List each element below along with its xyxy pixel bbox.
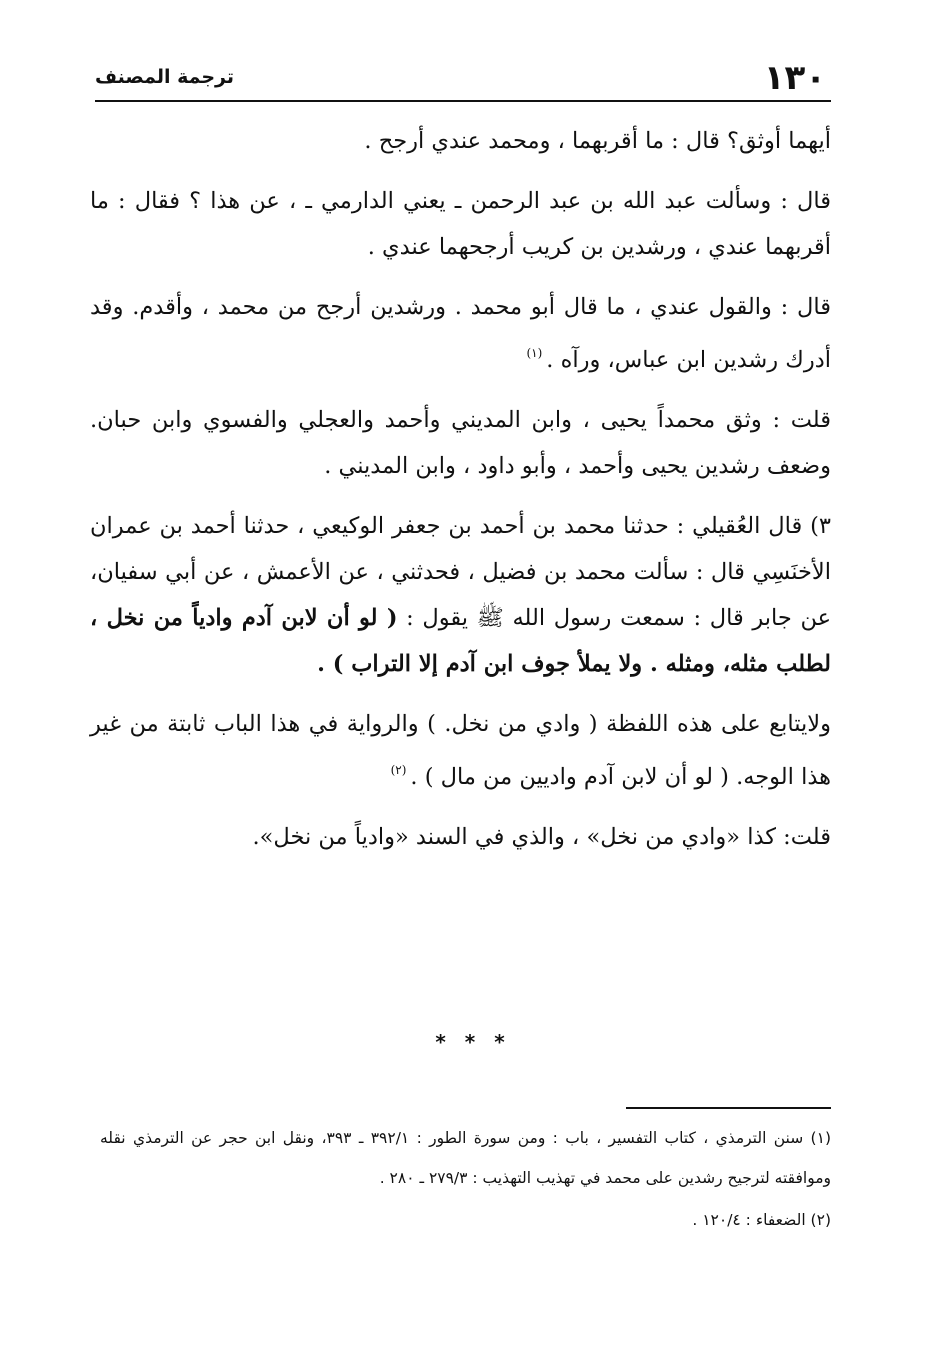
page-number: ١٣٠	[763, 58, 826, 98]
paragraph-3: قال : والقول عندي ، ما قال أبو محمد . ورشدين أرجح من محمد ، وأقدم. وقد أدرك رشدين ابن عباس، ورآه .$^{(١)}$	[90, 294, 831, 373]
section-separator: * * *	[435, 1030, 511, 1054]
footnote-ref-1: (١)	[526, 346, 543, 360]
paragraph-5: ٣) قال العُقيلي : حدثنا محمد بن أحمد بن جعفر الوكيعي ، حدثنا أحمد بن عمران الأخنَسِي قال : سألت محمد بن فضيل ، فحدثني ، عن الأعمش ، عن أبي سفيان، عن جابر قال : سمعت رسول الله ﷺ يقول : ( لو أن لابن آدم وادياً من نخل ، لطلب مثله، ومثله . ولا يملأ جوف ابن آدم إلا التراب ) .	[90, 513, 832, 677]
item-number: ٣)	[810, 513, 832, 539]
footnote-rule	[626, 1107, 831, 1109]
paragraph-4: قلت : وثق محمداً يحيى ، وابن المديني وأحمد والعجلي والفسوي وابن حبان. وضعف رشدين يحيى وأحمد ، وأبو داود ، وابن المديني .	[90, 407, 831, 479]
hadith-quote: ( لو أن لابن آدم وادياً من نخل ، لطلب مثله، ومثله . ولا يملأ جوف ابن آدم إلا التراب ) .	[90, 605, 831, 677]
footnote-1: (١) سنن الترمذي ، كتاب التفسير ، باب : ومن سورة الطور : ٣٩٢/١ ـ ٣٩٣، ونقل ابن حجر عن الترمذي نقله وموافقته لترجيح رشدين على محمد في تهذيب التهذيب : ٢٧٩/٣ ـ ٢٨٠ .	[100, 1129, 831, 1187]
footnote-2: (٢) الضعفاء : ١٢٠/٤ .	[692, 1211, 831, 1229]
paragraph-7: قلت: كذا «وادي من نخل» ، والذي في السند «وادياً من نخل».	[252, 824, 831, 850]
paragraph-1: أيهما أوثق؟ قال : ما أقربهما ، ومحمد عندي أرجح .	[364, 128, 831, 154]
header-title: ترجمة المصنف	[95, 66, 235, 88]
header-rule	[95, 100, 831, 102]
paragraph-2: قال : وسألت عبد الله بن عبد الرحمن ـ يعني الدارمي ـ ، عن هذا ؟ فقال : ما أقربهما عندي ، ورشدين بن كريب أرجحهما عندي .	[90, 188, 831, 260]
footnote-ref-2: (٢)	[390, 763, 407, 777]
running-header	[95, 58, 826, 102]
paragraph-6: ولايتابع على هذه اللفظة ( وادي من نخل. ) والرواية في هذا الباب ثابتة من غير هذا الوجه. ( لو أن لابن آدم واديين من مال ) .$^{(٢)}$	[90, 711, 831, 790]
footnotes	[100, 1118, 831, 1240]
main-text	[90, 118, 831, 874]
